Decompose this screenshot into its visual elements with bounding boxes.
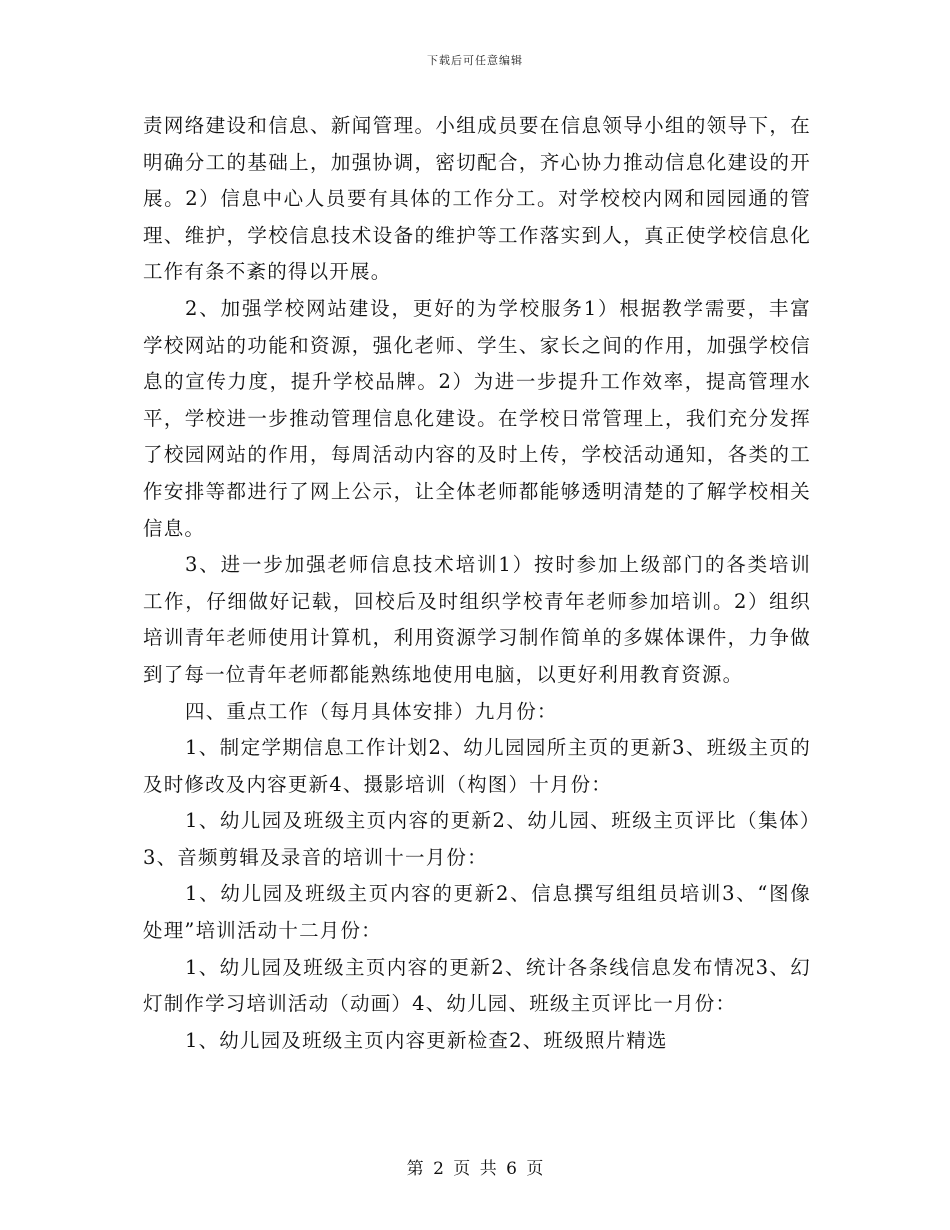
page-header: 下载后可任意编辑	[427, 54, 523, 67]
page-number-footer: 第 2 页 共 6 页	[406, 1159, 544, 1179]
document-body	[143, 108, 811, 1059]
paragraph-december-plan: 1、幼儿园及班级主页内容的更新2、统计各条线信息发布情况3、幻灯制作学习培训活动（动画）4、幼儿园、班级主页评比一月份：	[143, 955, 811, 1016]
paragraph-website-building: 2、加强学校网站建设，更好的为学校服务1）根据教学需要，丰富学校网站的功能和资源，强化老师、学生、家长之间的作用，加强学校信息的宣传力度，提升学校品牌。2）为进一步提升工作效率，提高管理水平，学校进一步推动管理信息化建设。在学校日常管理上，我们充分发挥了校园网站的作用，每周活动内容的及时上传，学校活动通知，各类的工作安排等都进行了网上公示，让全体老师都能够透明清楚的了解学校相关信息。	[143, 296, 811, 540]
paragraph-network-management: 责网络建设和信息、新闻管理。小组成员要在信息领导小组的领导下，在明确分工的基础上，加强协调，密切配合，齐心协力推动信息化建设的开展。2）信息中心人员要有具体的工作分工。对学校校内网和园园通的管理、维护，学校信息技术设备的维护等工作落实到人，真正使学校信息化工作有条不紊的得以开展。	[143, 114, 811, 284]
paragraph-teacher-training: 3、进一步加强老师信息技术培训1）按时参加上级部门的各类培训工作，仔细做好记载，回校后及时组织学校青年老师参加培训。2）组织培训青年老师使用计算机，利用资源学习制作简单的多媒体课件，力争做到了每一位青年老师都能熟练地使用电脑，以更好利用教育资源。	[143, 553, 811, 686]
paragraph-january-plan: 1、幼儿园及班级主页内容更新检查2、班级照片精选	[185, 1028, 668, 1052]
paragraph-october-plan: 1、幼儿园及班级主页内容的更新2、幼儿园、班级主页评比（集体）3、音频剪辑及录音的培训十一月份：	[143, 809, 811, 869]
paragraph-september-plan: 1、制定学期信息工作计划2、幼儿园园所主页的更新3、班级主页的及时修改及内容更新4、摄影培训（构图）十月份：	[143, 736, 811, 796]
section-heading-key-work: 四、重点工作（每月具体安排）九月份：	[185, 699, 558, 723]
paragraph-november-plan: 1、幼儿园及班级主页内容的更新2、信息撰写组组员培训3、“图像处理”培训活动十二月份：	[143, 882, 811, 943]
